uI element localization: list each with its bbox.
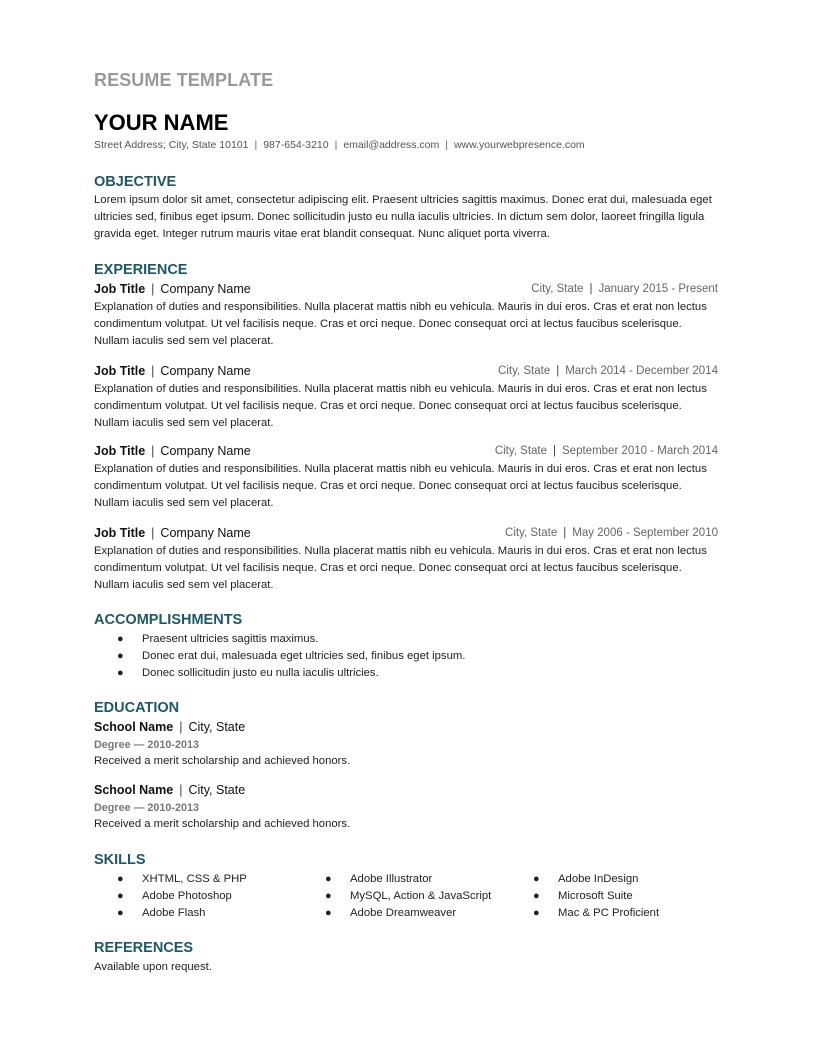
- bullet-icon: ●: [533, 890, 540, 903]
- skills-list: [94, 871, 720, 925]
- separator: |: [151, 282, 155, 296]
- separator: |: [254, 139, 258, 151]
- contact-website: www.yourwebpresence.com: [453, 139, 585, 151]
- bullet-icon: ●: [117, 873, 124, 885]
- skill: Adobe Dreamweaver: [350, 907, 457, 920]
- list-item: [302, 905, 491, 922]
- education-heading: EDUCATION: [94, 700, 180, 716]
- separator: |: [563, 527, 567, 539]
- skill: Microsoft Suite: [558, 890, 633, 903]
- education-note: Received a merit scholarship and achieved honors.: [94, 755, 351, 767]
- skills-column: [510, 871, 659, 923]
- list-item: [510, 888, 659, 905]
- separator: |: [445, 139, 448, 151]
- skills-heading: SKILLS: [94, 852, 146, 868]
- bullet-icon: ●: [325, 873, 332, 885]
- degree: Degree — 2010-2013: [94, 802, 200, 814]
- skill: Mac & PC Proficient: [558, 907, 660, 920]
- bullet-icon: ●: [117, 633, 124, 645]
- contact-line: [94, 139, 585, 151]
- job-title: Job Title: [94, 526, 146, 540]
- job-title: Job Title: [94, 364, 146, 378]
- job-description: Explanation of duties and responsibilities. Nulla placerat mattis nibh eu vehicula. Mauris in dui eros. Cras et erat non lectus condimentum volutpat. Ut vel facilisis neque. Cras et orci neque. Donec consequat orci at lectus faucibus scelerisque. Nullam iaculis sed sem vel placerat.: [94, 301, 707, 348]
- separator: |: [151, 364, 155, 378]
- skills-column: [94, 871, 247, 923]
- list-item: [94, 648, 720, 665]
- list-item: [302, 888, 491, 905]
- separator: |: [556, 365, 560, 377]
- school-name: School Name: [94, 720, 174, 734]
- skill: Adobe InDesign: [558, 873, 639, 885]
- bullet-icon: ●: [533, 873, 540, 885]
- job-description: Explanation of duties and responsibilities. Nulla placerat mattis nibh eu vehicula. Mauris in dui eros. Cras et erat non lectus condimentum volutpat. Ut vel facilisis neque. Cras et orci neque. Donec consequat orci at lectus faucibus scelerisque. Nullam iaculis sed sem vel placerat.: [94, 545, 707, 592]
- skill: MySQL, Action & JavaScript: [350, 890, 492, 903]
- bullet-icon: ●: [117, 667, 124, 680]
- job-dates: January 2015 - Present: [598, 283, 718, 295]
- list-item: [94, 905, 247, 922]
- list-item: [510, 905, 659, 922]
- experience-heading: EXPERIENCE: [94, 262, 188, 278]
- separator: |: [179, 720, 183, 734]
- job-title: Job Title: [94, 282, 146, 296]
- degree: Degree — 2010-2013: [94, 739, 200, 751]
- bullet-icon: ●: [533, 907, 540, 920]
- skill: Adobe Illustrator: [350, 873, 433, 885]
- job-header: [94, 444, 720, 461]
- separator: |: [334, 139, 338, 151]
- company-name: Company Name: [160, 364, 251, 378]
- job-header: [94, 526, 720, 543]
- references-text: Available upon request.: [94, 961, 212, 973]
- candidate-name: YOUR NAME: [94, 110, 229, 135]
- bullet-icon: ●: [117, 650, 124, 663]
- separator: |: [151, 526, 155, 540]
- bullet-icon: ●: [325, 890, 332, 903]
- bullet-icon: ●: [117, 890, 124, 903]
- list-item-text: Donec sollicitudin justo eu nulla iaculis ultricies.: [142, 667, 379, 680]
- school-header: [94, 783, 245, 797]
- job-dates: September 2010 - March 2014: [562, 445, 718, 457]
- company-name: Company Name: [160, 526, 251, 540]
- separator: |: [589, 283, 593, 295]
- job-dates: March 2014 - December 2014: [565, 365, 718, 377]
- company-name: Company Name: [160, 444, 251, 458]
- education-note: Received a merit scholarship and achieved honors.: [94, 818, 351, 830]
- list-item: [94, 665, 720, 682]
- school-header: [94, 720, 245, 734]
- contact-email: email@address.com: [343, 139, 440, 151]
- company-name: Company Name: [160, 282, 251, 296]
- school-name: School Name: [94, 783, 174, 797]
- contact-phone: 987-654-3210: [263, 139, 329, 151]
- accomplishments-heading: ACCOMPLISHMENTS: [94, 612, 243, 628]
- objective-heading: OBJECTIVE: [94, 174, 177, 190]
- list-item: [510, 871, 659, 888]
- accomplishments-list: [94, 631, 720, 683]
- objective-text: Lorem ipsum dolor sit amet, consectetur adipiscing elit. Praesent ultricies sagittis maximus. Donec erat dui, malesuada eget ultricies sed, finibus eget ipsum. Donec sollicitudin justo eu nulla iaculis ultricies. In dictum sem dolor, laoreet fringilla ligula gravida eget. Integer rutrum mauris vitae erat blandit consequat. Nunc aliquet porta viverra.: [94, 194, 712, 241]
- skills-column: [302, 871, 491, 923]
- references-heading: REFERENCES: [94, 940, 194, 956]
- job-description: Explanation of duties and responsibilities. Nulla placerat mattis nibh eu vehicula. Mauris in dui eros. Cras et erat non lectus condimentum volutpat. Ut vel facilisis neque. Cras et orci neque. Donec consequat orci at lectus faucibus scelerisque. Nullam iaculis sed sem vel placerat.: [94, 463, 707, 510]
- school-location: City, State: [188, 720, 246, 734]
- school-location: City, State: [188, 783, 246, 797]
- bullet-icon: ●: [117, 907, 124, 920]
- document-title: RESUME TEMPLATE: [94, 70, 274, 90]
- list-item-text: Praesent ultricies sagittis maximus.: [142, 633, 319, 645]
- job-header: [94, 282, 720, 299]
- list-item: [94, 888, 247, 905]
- separator: |: [151, 444, 155, 458]
- job-location: City, State: [505, 527, 558, 539]
- job-header: [94, 364, 720, 381]
- skill: Adobe Flash: [142, 907, 206, 920]
- bullet-icon: ●: [325, 907, 332, 920]
- list-item: [94, 871, 247, 888]
- list-item-text: Donec erat dui, malesuada eget ultricies sed, finibus eget ipsum.: [142, 650, 466, 663]
- job-location: City, State: [494, 445, 548, 457]
- list-item: [302, 871, 491, 888]
- contact-address: Street Address; City, State 10101: [94, 139, 249, 151]
- job-description: Explanation of duties and responsibilities. Nulla placerat mattis nibh eu vehicula. Mauris in dui eros. Cras et erat non lectus condimentum volutpat. Ut vel facilisis neque. Cras et orci neque. Donec consequat orci at lectus faucibus scelerisque. Nullam iaculis sed sem vel placerat.: [94, 383, 707, 430]
- job-title: Job Title: [94, 444, 146, 458]
- job-dates: May 2006 - September 2010: [572, 527, 718, 539]
- separator: |: [553, 445, 557, 457]
- separator: |: [179, 783, 183, 797]
- list-item: [94, 631, 720, 648]
- skill: XHTML, CSS & PHP: [142, 873, 247, 885]
- job-location: City, State: [531, 283, 584, 295]
- skill: Adobe Photoshop: [142, 890, 232, 903]
- job-location: City, State: [498, 365, 551, 377]
